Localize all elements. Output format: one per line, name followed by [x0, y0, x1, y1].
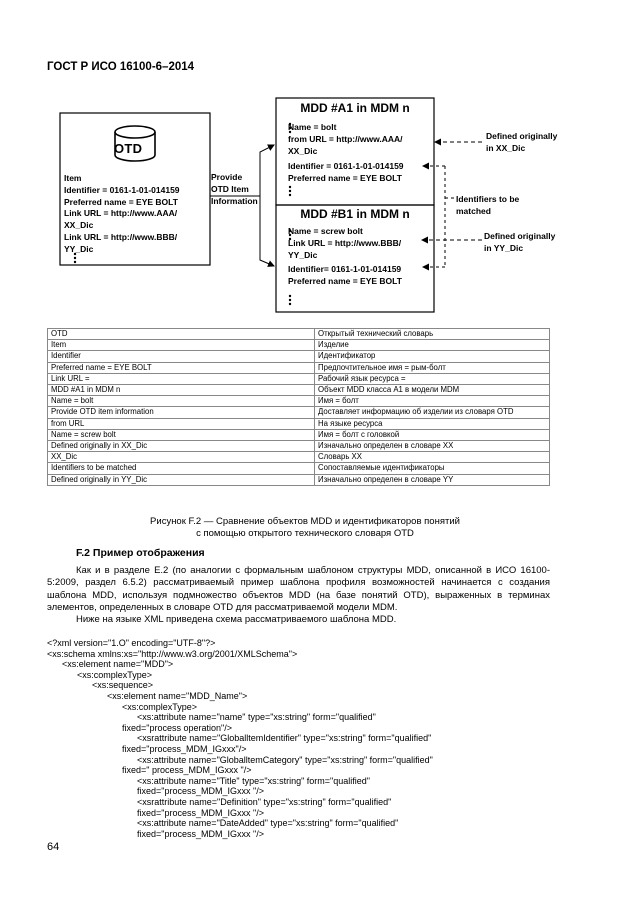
table-cell-translation: Доставляет информацию об изделии из словаря OTD: [315, 407, 550, 418]
table-cell-term: from URL: [48, 418, 315, 429]
otd-item-block: [64, 173, 180, 256]
code-line: <xs:complexType>: [47, 701, 198, 712]
table-cell-translation: Имя = болт с головкой: [315, 429, 550, 440]
document-header: ГОСТ Р ИСО 16100-6–2014: [47, 61, 195, 73]
identifier-line: Identifier = 0161-1-01-014159: [64, 184, 180, 195]
dic-line: XX_Dic: [64, 220, 94, 231]
table-row: [48, 441, 550, 452]
code-line: fixed="process_MDM_IGxxx "/>: [47, 807, 264, 818]
code-line: <xs:attribute name="GloballtemCategory" type="xs:string" form="qualified": [47, 754, 433, 765]
table-cell-term: Defined originally in YY_Dic: [48, 474, 315, 485]
code-line: <xsrattribute name="GloballtemIdentifier" type="xs:string" form="qualified": [47, 733, 432, 744]
code-line: <xsrattribute name="Definition" type="xs:string" form="qualified": [47, 796, 392, 807]
table-cell-term: Name = bolt: [48, 396, 315, 407]
table-cell-translation: Имя = болт: [315, 396, 550, 407]
table-row: [48, 373, 550, 384]
table-cell-translation: Изначально определен в словаре YY: [315, 474, 550, 485]
table-cell-term: OTD: [48, 329, 315, 340]
code-line: <xs:attribute name="DateAdded" type="xs:string" form="qualified": [47, 818, 399, 829]
table-cell-term: Provide OTD item information: [48, 407, 315, 418]
page-number: 64: [47, 841, 60, 853]
table-cell-translation: Открытый технический словарь: [315, 329, 550, 340]
otd-label: OTD: [114, 141, 143, 156]
table-row: [48, 351, 550, 362]
link-url-line: Link URL = http://www.BBB/: [64, 231, 178, 242]
code-line: fixed="process_MDM_IGxxx"/>: [47, 743, 247, 754]
dic-line: YY_Dic: [64, 243, 94, 254]
note-defined-xx: Defined originally in XX_Dic: [486, 131, 558, 153]
code-line: <?xml version="1.O" encoding="UTF-8"?>: [47, 638, 216, 648]
code-line: <xs:complexType>: [47, 669, 153, 680]
table-cell-translation: На языке ресурса: [315, 418, 550, 429]
item-line: Item: [64, 173, 82, 183]
table-cell-term: Name = screw bolt: [48, 429, 315, 440]
paragraph-1: Как и в разделе Е.2 (по аналогии с формальным шаблоном структуры MDD, описанной в ИСО 16100-5:2009, раздел 6.5.2) рассматриваемый пример шаблона профиля возможностей начинается с создания шаблона MDD, используя подмножество объектов MDD (на базе понятий OTD), выраженных в терминах элементов, определенных в словаре OTD для рассматриваемой модели MDM.: [47, 565, 550, 613]
mdd-b1-bottom-lines: Identifier= 0161-1-01-014159 Preferred name = EYE BOLT: [288, 264, 402, 286]
table-cell-translation: Словарь XX: [315, 452, 550, 463]
figure-caption: Рисунок F.2 — Сравнение объектов MDD и идентификаторов понятий с помощью открытого технического словаря OTD: [150, 516, 460, 539]
xml-code-block: [47, 638, 433, 839]
note-defined-yy: Defined originally in YY_Dic: [484, 231, 556, 253]
table-row: [48, 463, 550, 474]
ellipsis-dots-b1-bottom: [289, 295, 291, 305]
note-identifiers-matched: Identifiers to be matched: [456, 194, 520, 216]
code-line: <xs:element name="MDD_Name">: [47, 690, 248, 701]
table-row: [48, 418, 550, 429]
table-row: [48, 329, 550, 340]
table-row: [48, 474, 550, 485]
mdd-a1-top-lines: Name = bolt from URL = http://www.AAA/ XX_Dic: [288, 122, 403, 156]
table-row: [48, 385, 550, 396]
table-cell-term: Preferred name = EYE BOLT: [48, 362, 315, 373]
code-line: <xs:schema xmlns:xs="http://www.w3.org/2001/XMLSchema">: [47, 648, 298, 659]
section-title: F.2 Пример отображения: [76, 547, 205, 559]
mdd-a1-title: MDD #A1 in MDM n: [300, 101, 410, 115]
table-cell-term: Defined originally in XX_Dic: [48, 441, 315, 452]
code-line: <xs:attribute name="Title" type="xs:string" form="qualified": [47, 775, 370, 786]
table-cell-translation: Сопоставляемые идентификаторы: [315, 463, 550, 474]
code-line: fixed=" process_MDM_IGxxx "/>: [47, 765, 252, 776]
table-row: [48, 396, 550, 407]
table-cell-translation: Объект MDD класса A1 в модели MDM: [315, 385, 550, 396]
table-cell-term: Identifier: [48, 351, 315, 362]
paragraph-body: [47, 565, 550, 626]
code-line: <xs:element name="MDD">: [47, 659, 174, 670]
table-row: [48, 429, 550, 440]
table-row: [48, 407, 550, 418]
table-cell-translation: Предпочтительное имя = рым-болт: [315, 362, 550, 373]
provide-info-label: Provide OTD Item Information: [211, 172, 258, 206]
code-line: fixed="process_MDM_IGxxx "/>: [47, 828, 264, 839]
table-cell-term: Item: [48, 340, 315, 351]
link-url-line: Link URL = http://www.AAA/: [64, 208, 178, 219]
mdd-b1-top-lines: Name = screw bolt Link URL = http://www.BBB/ YY_Dic: [288, 226, 402, 260]
table-cell-term: Identifiers to be matched: [48, 463, 315, 474]
table-cell-term: MDD #A1 in MDM n: [48, 385, 315, 396]
ellipsis-dots-a1-bottom: [289, 186, 291, 196]
preferred-name-line: Preferred name = EYE BOLT: [64, 196, 178, 207]
table-cell-translation: Изначально определен в словаре XX: [315, 441, 550, 452]
table-cell-translation: Рабочий язык ресурса =: [315, 373, 550, 384]
code-line: fixed="process_MDM_IGxxx "/>: [47, 786, 264, 797]
table-cell-translation: Изделие: [315, 340, 550, 351]
paragraph-2: Ниже на языке XML приведена схема рассматриваемого шаблона MDD.: [76, 614, 397, 626]
code-line: <xs:attribute name="name" type="xs:string" form="qualified": [47, 712, 376, 723]
table-row: [48, 340, 550, 351]
table-row: [48, 452, 550, 463]
code-line: <xs:sequence>: [47, 680, 154, 691]
mdd-a1-bottom-lines: Identifier = 0161-1-01-014159 Preferred name = EYE BOLT: [288, 161, 404, 183]
code-line: fixed="process operation"/>: [47, 722, 232, 733]
translation-table: [47, 328, 550, 486]
table-cell-translation: Идентификатор: [315, 351, 550, 362]
mdd-b1-title: MDD #B1 in MDM n: [300, 207, 410, 221]
table-cell-term: Link URL =: [48, 373, 315, 384]
table-row: [48, 362, 550, 373]
table-cell-term: XX_Dic: [48, 452, 315, 463]
